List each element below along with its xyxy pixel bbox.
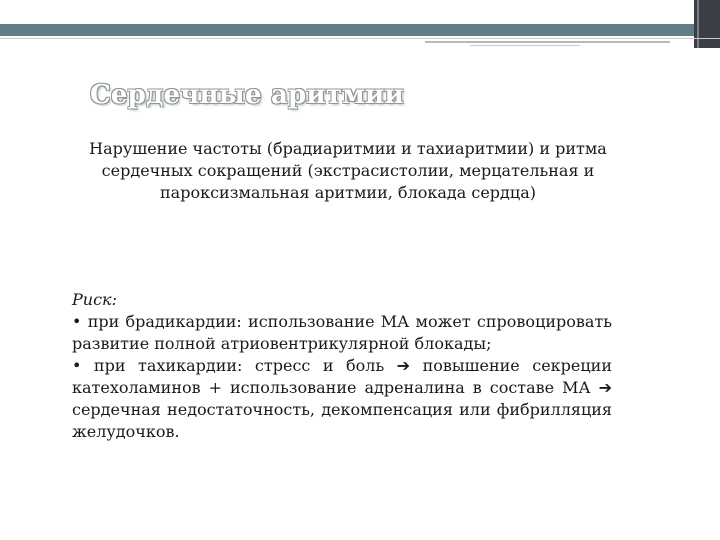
risk-item-bradycardia: • при брадикардии: использование МА может спровоцировать развитие полной атриовентрикулярной блокады; <box>72 312 612 353</box>
header-accent-line-short <box>470 45 580 46</box>
slide-title: Сердечные аритмии <box>90 80 404 110</box>
risk-block <box>72 289 612 443</box>
header-accent-line <box>425 41 670 43</box>
header-divider <box>0 38 720 39</box>
risk-item-tachycardia: • при тахикардии: стресс и боль ➔ повышение секреции катехоламинов + использование адреналина в составе МА ➔ сердечная недостаточность, декомпенсация или фибрилляция желудочков. <box>72 356 612 441</box>
intro-text: Нарушение частоты (брадиаритмии и тахиаритмии) и ритма сердечных сокращений (экстрасистолии, мерцательная и пароксизмальная аритмии, блокада сердца) <box>89 139 607 202</box>
header-corner-line <box>697 0 699 48</box>
header-bar <box>0 24 720 36</box>
risk-label: Риск: <box>72 290 117 309</box>
